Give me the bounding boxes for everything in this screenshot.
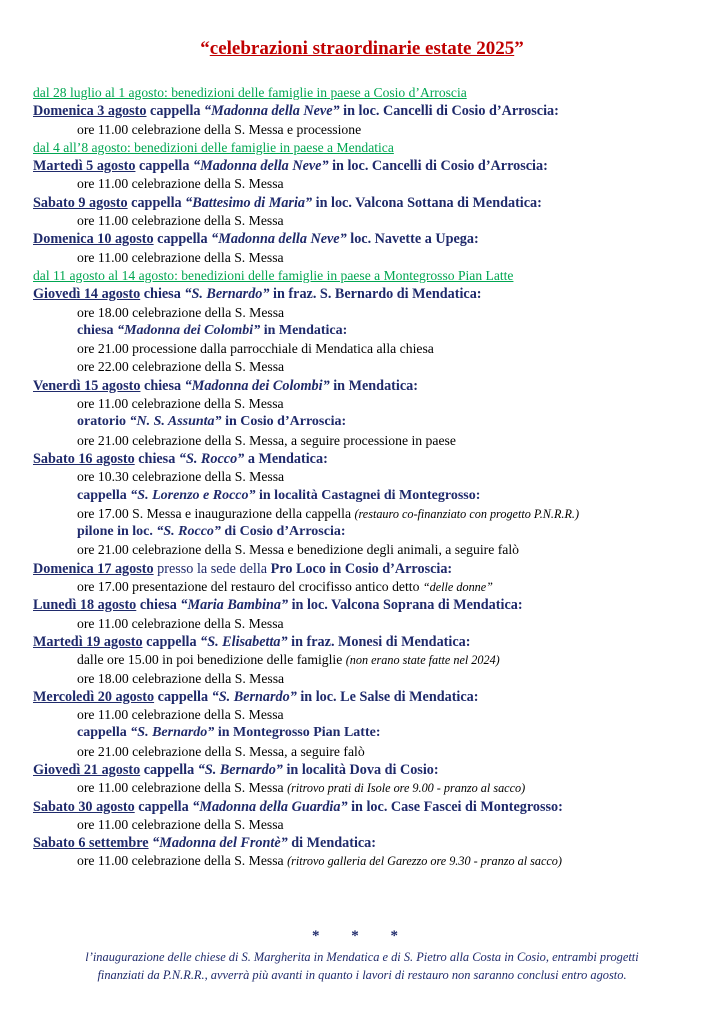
event-date: Venerdì 15 agosto [33, 377, 141, 394]
event-time-line [33, 468, 705, 486]
event-description: ore 21.00 processione dalla parrocchiale di Mendatica alla chiesa [77, 341, 434, 357]
event-description: ore 17.00 S. Messa e inaugurazione della cappella [77, 505, 355, 521]
venue-name: “Madonna della Neve” [211, 231, 347, 248]
event-time-line [33, 432, 705, 450]
event-description: ore 21.00 celebrazione della S. Messa, a seguire falò [77, 743, 365, 759]
event-time-line [33, 358, 705, 376]
venue-name: “S. Rocco” [156, 524, 221, 540]
venue-location: di Mendatica: [287, 835, 377, 852]
venue-location: Pro Loco in Cosio d’Arroscia: [270, 560, 453, 577]
event-description: ore 10.30 celebrazione della S. Messa [77, 469, 285, 485]
event-date-heading [33, 761, 705, 779]
schedule-list [33, 84, 705, 871]
event-time-line [33, 505, 705, 523]
venue-type: chiesa [140, 377, 185, 394]
event-date: Giovedì 21 agosto [33, 761, 141, 778]
event-time-line [33, 175, 705, 193]
event-description: ore 11.00 celebrazione della S. Messa [77, 707, 284, 723]
venue-type: pilone in loc. [77, 524, 157, 540]
event-time-line [33, 541, 705, 559]
event-time-line [33, 670, 705, 688]
event-time-line [33, 121, 705, 139]
venue-name: “Maria Bambina” [180, 597, 289, 614]
event-note: “delle donne” [422, 580, 493, 595]
venue-subheading [33, 724, 705, 742]
venue-name: “S. Lorenzo e Rocco” [130, 487, 256, 503]
event-date: Martedì 19 agosto [33, 633, 143, 650]
venue-type: chiesa [134, 450, 179, 467]
event-description: ore 21.00 celebrazione della S. Messa, a seguire processione in paese [77, 432, 456, 448]
event-description: ore 11.00 celebrazione della S. Messa [77, 780, 288, 796]
venue-type: oratorio [77, 414, 130, 430]
event-description: ore 11.00 celebrazione della S. Messa [77, 615, 284, 631]
event-time-line [33, 852, 705, 870]
venue-location: in località Castagnei di Montegrosso: [255, 487, 481, 503]
venue-type: cappella [142, 633, 201, 650]
event-date-heading [33, 596, 705, 614]
title-close-quote: ” [514, 38, 524, 59]
venue-name: “Madonna dei Colombi” [117, 322, 261, 338]
event-description: ore 21.00 celebrazione della S. Messa e benedizione degli animali, a seguire falò [77, 542, 520, 558]
event-time-line [33, 304, 705, 322]
event-time-line [33, 743, 705, 761]
event-note: (ritrovo galleria del Garezzo ore 9.30 - pranzo al sacco) [287, 854, 562, 869]
page-title [0, 38, 724, 60]
venue-location: in Mendatica: [329, 377, 418, 394]
event-description: ore 11.00 celebrazione della S. Messa e processione [77, 121, 362, 137]
venue-name: “S. Bernardo” [197, 761, 283, 778]
event-description: ore 17.00 presentazione del restauro del crocifisso antico detto [77, 579, 423, 595]
venue-location: in loc. Cancelli di Cosio d’Arroscia: [328, 158, 548, 175]
event-description: ore 11.00 celebrazione della S. Messa [77, 213, 284, 229]
event-time-line [33, 340, 705, 358]
separator-stars: * * * [312, 928, 412, 944]
event-description: ore 11.00 celebrazione della S. Messa [77, 396, 284, 412]
event-date-heading [33, 194, 705, 212]
venue-name: “N. S. Assunta” [129, 414, 222, 430]
venue-name: “Madonna del Frontè” [152, 835, 288, 852]
event-description: ore 11.00 celebrazione della S. Messa [77, 249, 284, 265]
venue-location: in Cosio d’Arroscia: [221, 414, 347, 430]
event-description: ore 22.00 celebrazione della S. Messa [77, 359, 285, 375]
event-description: dalle ore 15.00 in poi benedizione delle famiglie [77, 652, 346, 668]
venue-location: in loc. Cancelli di Cosio d’Arroscia: [339, 103, 559, 120]
event-date: Domenica 3 agosto [33, 103, 147, 120]
event-time-line [33, 779, 705, 797]
title-open-quote: “ [200, 38, 210, 59]
event-date-heading [33, 834, 705, 852]
venue-location: in fraz. S. Bernardo di Mendatica: [269, 286, 482, 303]
venue-name: “S. Bernardo” [130, 725, 215, 741]
venue-type: cappella [135, 158, 193, 175]
event-date-heading [33, 688, 705, 706]
blessing-period-line: dal 4 all’8 agosto: benedizioni delle famiglie in paese a Mendatica [33, 139, 394, 155]
blessing-period-line: dal 11 agosto al 14 agosto: benedizioni delle famiglie in paese a Montegrosso Pian Latte [33, 267, 514, 283]
event-time-line [33, 651, 705, 669]
venue-location: di Cosio d’Arroscia: [220, 524, 346, 540]
event-date: Domenica 10 agosto [33, 231, 154, 248]
event-time-line [33, 395, 705, 413]
venue-type: cappella [134, 798, 193, 815]
event-note: (non erano state fatte nel 2024) [345, 653, 500, 668]
venue-location: in loc. Le Salse di Mendatica: [296, 688, 479, 705]
event-description: ore 18.00 celebrazione della S. Messa [77, 304, 285, 320]
event-time-line [33, 578, 705, 596]
venue-location: in loc. Valcona Sottana di Mendatica: [312, 194, 542, 211]
venue-name: “Battesimo di Maria” [185, 194, 313, 211]
event-time-line [33, 706, 705, 724]
event-date: Sabato 6 settembre [33, 835, 149, 852]
venue-location: in località Dova di Cosio: [282, 761, 439, 778]
event-time-line [33, 615, 705, 633]
venue-type: cappella [127, 194, 186, 211]
event-date: Sabato 9 agosto [33, 194, 128, 211]
venue-name: “Madonna della Neve” [204, 103, 340, 120]
venue-location: in fraz. Monesi di Mendatica: [287, 633, 471, 650]
blessing-period-line: dal 28 luglio al 1 agosto: benedizioni delle famiglie in paese a Cosio d’Arroscia [33, 85, 467, 100]
venue-name: “S. Elisabetta” [200, 633, 288, 650]
footer-note [30, 948, 694, 984]
event-date-heading [33, 633, 705, 651]
event-date: Sabato 30 agosto [33, 798, 135, 815]
venue-name: “Madonna dei Colombi” [184, 377, 330, 394]
event-date: Domenica 17 agosto [33, 560, 154, 577]
event-time-line [33, 249, 705, 267]
venue-name: “Madonna della Guardia” [192, 798, 348, 815]
event-description: ore 11.00 celebrazione della S. Messa [77, 176, 284, 192]
event-date-heading [33, 285, 705, 303]
event-date-heading [33, 450, 705, 468]
event-note: (restauro co-finanziato con progetto P.N.R.R.) [354, 506, 579, 521]
venue-location: a Mendatica: [244, 450, 328, 467]
event-date-heading [33, 230, 705, 248]
venue-subheading [33, 487, 705, 505]
venue-type: cappella [146, 103, 205, 120]
venue-name: “S. Bernardo” [211, 688, 297, 705]
venue-subheading [33, 523, 705, 541]
event-date-heading [33, 102, 705, 120]
event-date: Giovedì 14 agosto [33, 286, 141, 303]
event-description: ore 18.00 celebrazione della S. Messa [77, 670, 285, 686]
venue-type: cappella [77, 725, 131, 741]
venue-type: cappella [153, 231, 212, 248]
event-description: ore 11.00 celebrazione della S. Messa [77, 853, 288, 869]
event-date: Sabato 16 agosto [33, 450, 135, 467]
venue-type: cappella [154, 688, 212, 705]
venue-subheading [33, 413, 705, 431]
event-date: Lunedì 18 agosto [33, 597, 137, 614]
event-date-heading [33, 560, 705, 578]
event-time-line [33, 816, 705, 834]
footer-line-2: finanziati da P.N.R.R., avverrà più avanti in quanto i lavori di restauro non saranno conclusi entro agosto. [97, 968, 627, 982]
venue-name: “Madonna della Neve” [193, 158, 329, 175]
venue-location: in loc. Valcona Soprana di Mendatica: [288, 597, 523, 614]
venue-location: in loc. Case Fascei di Montegrosso: [347, 798, 563, 815]
event-date-heading [33, 377, 705, 395]
venue-type: chiesa [136, 597, 181, 614]
event-description: ore 11.00 celebrazione della S. Messa [77, 816, 284, 832]
event-date: Mercoledì 20 agosto [33, 688, 155, 705]
venue-location: loc. Navette a Upega: [346, 231, 479, 248]
venue-type: chiesa [140, 286, 185, 303]
venue-type: chiesa [77, 322, 118, 338]
venue-name: “S. Bernardo” [184, 286, 270, 303]
venue-location: in Montegrosso Pian Latte: [214, 725, 381, 741]
event-date-heading [33, 798, 705, 816]
event-date-heading [33, 157, 705, 175]
venue-subheading [33, 322, 705, 340]
footer-line-1: l’inaugurazione delle chiese di S. Margherita in Mendatica e di S. Pietro alla Costa in Cosio, entrambi progetti [85, 950, 639, 964]
event-note: (ritrovo prati di Isole ore 9.00 - pranzo al sacco) [287, 781, 526, 796]
event-time-line [33, 212, 705, 230]
title-text: celebrazioni straordinarie estate 2025 [209, 38, 515, 59]
venue-location: in Mendatica: [260, 322, 348, 338]
venue-name: “S. Rocco” [178, 450, 245, 467]
venue-type: cappella [77, 487, 131, 503]
event-date: Martedì 5 agosto [33, 158, 136, 175]
venue-text: presso la sede della [153, 560, 271, 577]
venue-type: cappella [140, 761, 198, 778]
